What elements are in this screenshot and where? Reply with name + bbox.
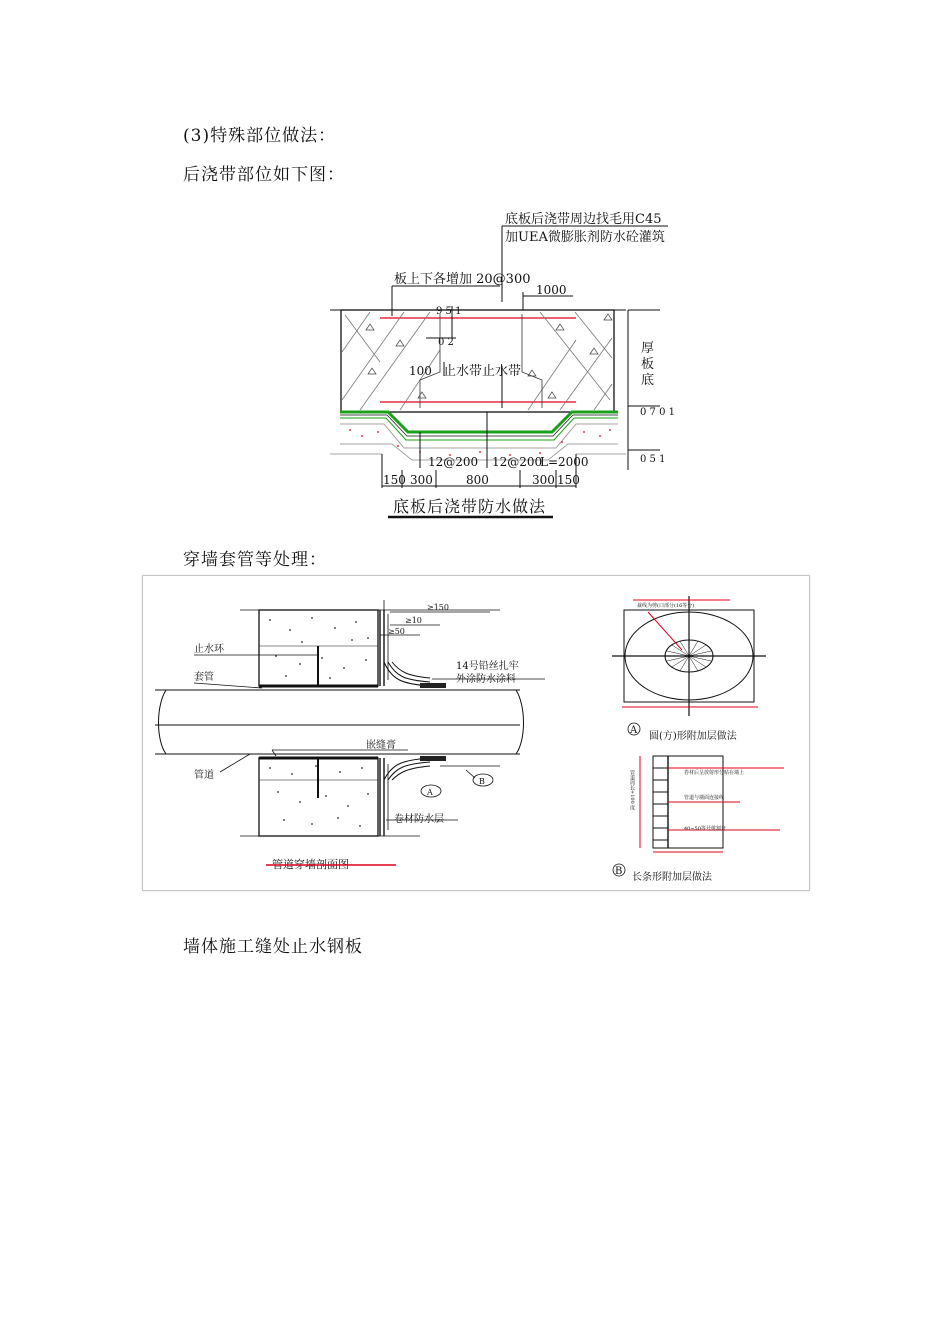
dim-ge-150: ≥150 (427, 603, 449, 612)
section-heading: (3)特殊部位做法： (183, 126, 337, 146)
sleeve-heading: 穿墙套管等处理： (183, 550, 327, 570)
dim-right-1: 0 7 0 1 (640, 407, 675, 418)
label-sealant: 嵌缝膏 (366, 740, 396, 751)
dim-bottom-300-right: 300 (532, 473, 555, 487)
label-wire-2: 外涂防水涂料 (456, 674, 516, 685)
dim-right-2: 0 5 1 (640, 454, 666, 465)
thick-char-2: 板 (641, 357, 655, 372)
dim-bottom-800: 800 (466, 473, 489, 487)
label-water-ring: 止水环 (194, 644, 224, 655)
label-sleeve: 套管 (194, 672, 214, 683)
thick-char-3: 底 (641, 373, 655, 388)
note-line-2: 加UEA微膨胀剂防水砼灌筑 (505, 230, 665, 245)
dim-bottom-150-right: 150 (557, 473, 580, 487)
dim-bottom-300-left: 300 (410, 473, 433, 487)
note-line-1: 底板后浇带周边找毛用C45 (505, 212, 662, 227)
dim-left-text: 9 5 1 (436, 306, 462, 317)
dim-ge-50: ≥50 (388, 627, 405, 636)
detail-b-note-1: 卷材后呈放射形分贴在墙上 (684, 770, 745, 776)
detail-a-note: 裁线为剪(口部分(16等分) (637, 603, 695, 609)
dim-ge-10: ≥10 (405, 616, 422, 625)
rebar-spec-2: 12@200 (492, 455, 543, 469)
dim-bottom-150-left: 150 (383, 473, 406, 487)
mark-b: B (479, 777, 485, 786)
figure2-caption: 管道穿墙剖面图 (272, 858, 349, 871)
rebar-spec-1: 12@200 (428, 455, 479, 469)
label-membrane: 卷材防水层 (394, 814, 444, 825)
dim-1000: 1000 (536, 283, 567, 297)
dim-100: 100 (409, 364, 432, 378)
detail-b-side: 管道周长+100 度 (629, 770, 635, 811)
intro-text: 后浇带部位如下图： (183, 165, 345, 185)
dim-left-text-2: 0 2 (438, 337, 454, 348)
detail-b-caption: 长条形附加层做法 (632, 872, 712, 883)
detail-a-caption: 圆(方)形附加层做法 (649, 731, 737, 742)
label-pipe: 管道 (194, 770, 214, 781)
detail-b-note-2: 管道与墙面连接线 (684, 795, 725, 801)
label-wire-1: 14号铅丝扎牢 (456, 661, 519, 672)
wall-heading: 墙体施工缝处止水钢板 (183, 937, 363, 957)
rebar-length: L=2000 (540, 455, 589, 469)
detail-a-letter: A (630, 725, 638, 736)
detail-b-letter: B (615, 866, 623, 877)
detail-b-note-3: 40~50等号剪割开 (684, 826, 726, 832)
rebar-note: 板上下各增加 20@300 (394, 272, 531, 287)
thick-char-1: 厚 (641, 341, 655, 356)
mark-a: A (427, 788, 433, 797)
waterstop-label: 止水带止水带 (443, 364, 522, 379)
figure1-caption: 底板后浇带防水做法 (393, 497, 547, 516)
